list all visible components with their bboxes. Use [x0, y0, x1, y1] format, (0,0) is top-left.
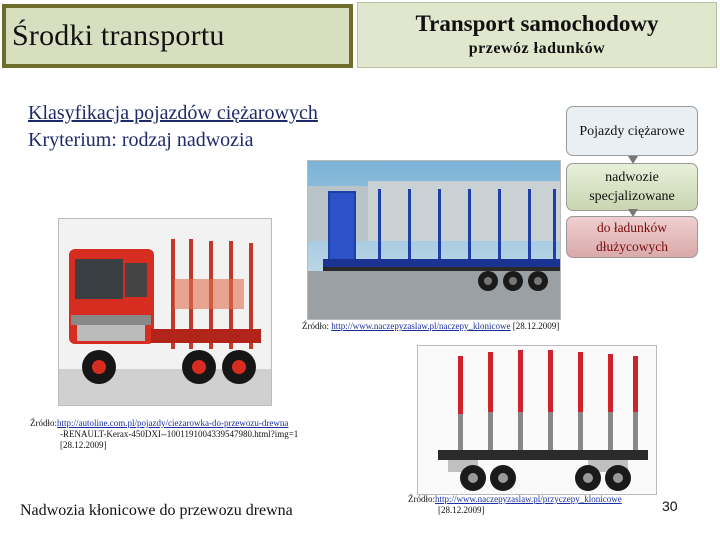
source-link-semitrailer[interactable]: http://www.naczepyzaslaw.pl/naczepy_klonicowe	[331, 321, 511, 331]
timber-truck-photo	[58, 218, 272, 406]
source-date: [28.12.2009]	[438, 505, 485, 515]
source-link-truck-continued: -RENAULT-Kerax-450DXI--1001191004339547980.html?img=1	[60, 429, 299, 439]
stake-trailer-photo	[417, 345, 657, 495]
source-date: [28.12.2009]	[60, 440, 107, 450]
source-link-trailer[interactable]: http://www.naczepyzaslaw.pl/przyczepy_klonicowe	[435, 494, 622, 504]
classification-criterion: Kryterium: rodzaj nadwozia	[28, 129, 254, 151]
semitrailer-illustration	[308, 161, 561, 320]
source-date: [28.12.2009]	[512, 321, 560, 331]
stake-trailer-illustration	[418, 346, 657, 495]
hierarchy-box-specialized-body	[566, 163, 698, 211]
hierarchy-level1-label: Pojazdy ciężarowe	[579, 123, 685, 139]
source-note-semitrailer	[302, 321, 559, 332]
section-title: Środki transportu	[12, 19, 225, 52]
source-prefix: Źródło:	[408, 494, 435, 504]
semitrailer-photo	[307, 160, 561, 320]
hierarchy-box-trucks	[566, 106, 698, 156]
topic-title: Transport samochodowy	[415, 11, 659, 36]
source-prefix: Źródło:	[30, 418, 57, 428]
header-left-title-box	[2, 4, 353, 68]
slide-caption: Nadwozia kłonicowe do przewozu drewna	[20, 502, 293, 519]
source-note-trailer	[408, 494, 658, 516]
source-prefix: Źródło:	[302, 321, 329, 331]
header-right-title-box	[357, 2, 717, 68]
hierarchy-level3-label: do ładunków dłużycowych	[596, 220, 668, 254]
source-note-truck	[30, 418, 350, 451]
source-link-truck[interactable]: http://autoline.com.pl/pojazdy/ciezarowka-do-przewozu-drewna	[57, 418, 289, 428]
page-number: 30	[662, 498, 678, 514]
hierarchy-box-long-loads	[566, 216, 698, 258]
hierarchy-level2-label: nadwozie specjalizowane	[589, 170, 675, 204]
timber-truck-illustration	[59, 219, 272, 406]
classification-title: Klasyfikacja pojazdów ciężarowych	[28, 102, 318, 124]
topic-subtitle: przewóz ładunków	[468, 40, 606, 57]
